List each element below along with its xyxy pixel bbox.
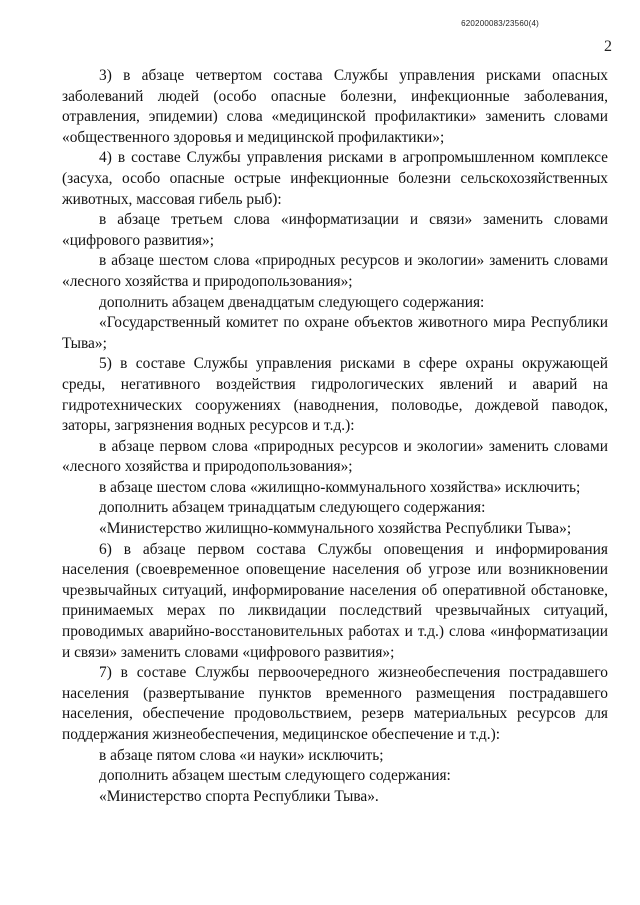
paragraph-item-5: 5) в составе Службы управления рисками в сфере охраны окружающей среды, негативного воздействия гидрологических явлений и аварий на гидротехнических сооружениях (наводнения, половодье, дождевой паводок, заторы, загрязнения водных ресурсов и т.д.): — [62, 355, 608, 435]
paragraph-item-4: 4) в составе Службы управления рисками в агропромышленном комплексе (засуха, особо опасные острые инфекционные болезни сельскохозяйственных животных, массовая гибель рыб): — [62, 149, 608, 208]
paragraph-item-4-sub-1: в абзаце третьем слова «информатизации и связи» заменить словами «цифрового развития»; — [62, 211, 608, 249]
document-body — [62, 66, 608, 807]
paragraph-item-7-sub-3: «Министерство спорта Республики Тыва». — [99, 787, 379, 805]
paragraph-item-7-sub-2: дополнить абзацем шестым следующего содержания: — [99, 767, 451, 785]
paragraph-item-4-sub-2: в абзаце шестом слова «природных ресурсов и экологии» заменить словами «лесного хозяйства и природопользования»; — [62, 252, 608, 290]
paragraph-item-4-sub-4: «Государственный комитет по охране объектов животного мира Республики Тыва»; — [62, 314, 608, 352]
paragraph-item-3: 3) в абзаце четвертом состава Службы управления рисками опасных заболеваний людей (особо опасные болезни, инфекционные заболевания, отравления, эпидемии) слова «медицинской профилактики» заменить словами «общественного здоровья и медицинской профилактики»; — [62, 67, 608, 146]
paragraph-item-6: 6) в абзаце первом состава Службы оповещения и информирования населения (своевременное оповещение населения об угрозе или возникновении чрезвычайных ситуаций, информирование населения об оперативной обстановке, принимаемых мерах по ликвидации последствий чрезвычайных ситуаций, проводимых аварийно-восстановительных работах и т.д.) слова «информатизации и связи» заменить словами «цифрового развития»; — [62, 540, 608, 661]
paragraph-item-7: 7) в составе Службы первоочередного жизнеобеспечения пострадавшего населения (развертывание пунктов временного размещения пострадавшего населения, обеспечение продовольствием, резерв материальных ресурсов для поддержания жизнеобеспечения, медицинское обеспечение и т.д.): — [62, 664, 608, 743]
document-id: 620200083/23560(4) — [461, 19, 539, 28]
paragraph-item-5-sub-1: в абзаце первом слова «природных ресурсов и экологии» заменить словами «лесного хозяйства и природопользования»; — [62, 437, 608, 476]
paragraph-item-5-sub-4: «Министерство жилищно-коммунального хозяйства Республики Тыва»; — [99, 520, 572, 538]
paragraph-item-4-sub-3: дополнить абзацем двенадцатым следующего содержания: — [99, 293, 485, 311]
page-number: 2 — [604, 38, 612, 55]
paragraph-item-5-sub-2: в абзаце шестом слова «жилищно-коммунального хозяйства» исключить; — [99, 478, 581, 496]
paragraph-item-5-sub-3: дополнить абзацем тринадцатым следующего содержания: — [99, 499, 486, 517]
paragraph-item-7-sub-1: в абзаце пятом слова «и науки» исключить; — [99, 746, 384, 764]
